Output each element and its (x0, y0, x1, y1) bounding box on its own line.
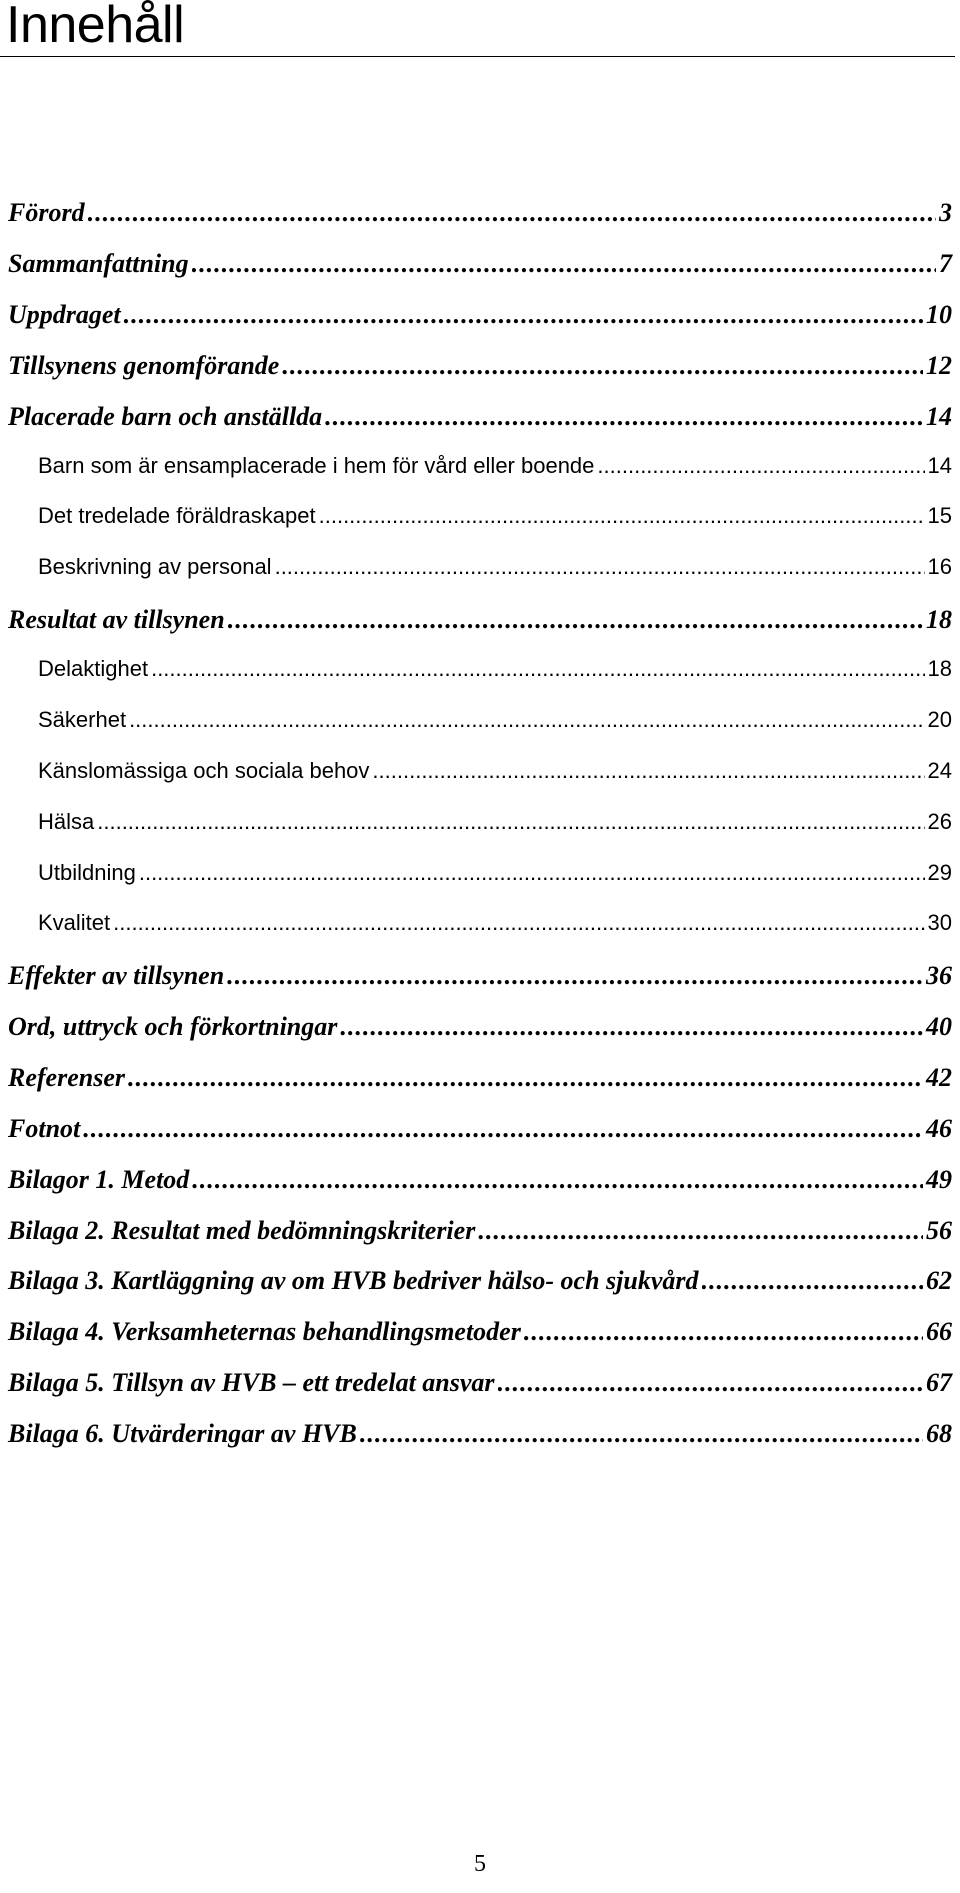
toc-entry-title: Placerade barn och anställda (8, 402, 323, 431)
toc-entry-referenser[interactable] (8, 1063, 952, 1097)
dot-leader (151, 656, 924, 682)
dot-leader (88, 198, 936, 228)
toc-entry-page: 10 (926, 300, 952, 329)
dot-leader (139, 860, 925, 886)
toc-entry-title: Säkerhet (38, 707, 127, 732)
toc-entry-title: Uppdraget (8, 300, 121, 329)
toc-entry-title: Bilagor 1. Metod (8, 1165, 190, 1194)
dot-leader (597, 453, 924, 479)
toc-subentry-kanslomassiga[interactable] (38, 758, 952, 792)
toc-entry-page: 18 (927, 656, 952, 681)
dot-leader (498, 1368, 923, 1398)
dot-leader (372, 758, 924, 784)
dot-leader (524, 1317, 923, 1347)
dot-leader (113, 910, 924, 936)
dot-leader (702, 1266, 923, 1296)
toc-subentry-foraldraskapet[interactable] (38, 503, 952, 537)
toc-entry-title: Bilaga 5. Tillsyn av HVB – ett tredelat ansvar (8, 1368, 495, 1397)
page-number: 5 (474, 1851, 486, 1877)
toc-entry-ord-uttryck[interactable] (8, 1012, 952, 1046)
toc-entry-page: 26 (927, 809, 952, 834)
toc-entry-bilaga-1[interactable] (8, 1165, 952, 1199)
dot-leader (360, 1419, 923, 1449)
toc-entry-title: Det tredelade föräldraskapet (38, 503, 316, 528)
toc-entry-title: Bilaga 6. Utvärderingar av HVB (8, 1419, 357, 1448)
toc-entry-page: 12 (926, 351, 952, 380)
toc-entry-title: Barn som är ensamplacerade i hem för vård eller boende (38, 453, 595, 478)
toc-heading: Innehåll (6, 0, 185, 54)
toc-entry-page: 36 (926, 961, 952, 990)
toc-entry-page: 30 (927, 910, 952, 935)
toc-entry-resultat[interactable] (8, 605, 952, 639)
toc-entry-title: Sammanfattning (8, 249, 189, 278)
toc-entry-page: 49 (926, 1165, 952, 1194)
toc-entry-title: Känslomässiga och sociala behov (38, 758, 370, 783)
toc-entry-title: Delaktighet (38, 656, 149, 681)
toc-subentry-kvalitet[interactable] (38, 910, 952, 944)
toc-entry-title: Ord, uttryck och förkortningar (8, 1012, 338, 1041)
dot-leader (275, 554, 925, 580)
dot-leader (97, 809, 924, 835)
dot-leader (128, 1063, 923, 1093)
toc-entry-title: Bilaga 3. Kartläggning av om HVB bedriver hälso- och sjukvård (8, 1266, 699, 1295)
toc-entry-page: 62 (926, 1266, 952, 1295)
toc-entry-title: Bilaga 2. Resultat med bedömningskriterier (8, 1216, 476, 1245)
toc-entry-page: 14 (927, 453, 952, 478)
dot-leader (478, 1216, 923, 1246)
dot-leader (340, 1012, 923, 1042)
dot-leader (192, 249, 936, 279)
toc-entry-forord[interactable] (8, 198, 952, 232)
toc-entry-title: Bilaga 4. Verksamheternas behandlingsmetoder (8, 1317, 521, 1346)
toc-entry-page: 15 (927, 503, 952, 528)
toc-subentry-halsa[interactable] (38, 809, 952, 843)
toc-entry-page: 7 (939, 249, 952, 278)
toc-entry-sammanfattning[interactable] (8, 249, 952, 283)
toc-subentry-personal[interactable] (38, 554, 952, 588)
toc-entry-bilaga-3[interactable] (8, 1266, 952, 1300)
toc-entry-title: Beskrivning av personal (38, 554, 272, 579)
dot-leader (228, 605, 923, 635)
toc-entry-effekter[interactable] (8, 961, 952, 995)
toc-entry-page: 16 (927, 554, 952, 579)
toc-entry-page: 68 (926, 1419, 952, 1448)
toc-subentry-sakerhet[interactable] (38, 707, 952, 741)
toc-entry-page: 56 (926, 1216, 952, 1245)
toc-entry-page: 46 (926, 1114, 952, 1143)
toc-subentry-delaktighet[interactable] (38, 656, 952, 690)
toc-entry-uppdraget[interactable] (8, 300, 952, 334)
toc-entry-page: 18 (926, 605, 952, 634)
toc-entry-title: Kvalitet (38, 910, 111, 935)
dot-leader (129, 707, 924, 733)
toc-entry-title: Utbildning (38, 860, 136, 885)
toc-entry-page: 67 (926, 1368, 952, 1397)
toc-entry-bilaga-2[interactable] (8, 1216, 952, 1250)
dot-leader (282, 351, 923, 381)
toc-entry-bilaga-6[interactable] (8, 1419, 952, 1453)
toc-entry-page: 24 (927, 758, 952, 783)
toc-entry-bilaga-5[interactable] (8, 1368, 952, 1402)
toc-entry-title: Hälsa (38, 809, 95, 834)
dot-leader (319, 503, 925, 529)
toc-entry-page: 42 (926, 1063, 952, 1092)
toc-entry-title: Referenser (8, 1063, 125, 1092)
dot-leader (325, 402, 923, 432)
dot-leader (83, 1114, 923, 1144)
toc-entry-title: Effekter av tillsynen (8, 961, 225, 990)
toc-entry-title: Tillsynens genomförande (8, 351, 280, 380)
toc-entry-page: 66 (926, 1317, 952, 1346)
toc-entry-placerade-barn[interactable] (8, 402, 952, 436)
toc-entry-page: 3 (939, 198, 952, 227)
toc-entry-page: 14 (926, 402, 952, 431)
toc-subentry-utbildning[interactable] (38, 860, 952, 894)
toc-entry-page: 20 (927, 707, 952, 732)
toc-entry-tillsynens-genomforande[interactable] (8, 351, 952, 385)
toc-entry-page: 29 (927, 860, 952, 885)
dot-leader (227, 961, 923, 991)
toc-entry-fotnot[interactable] (8, 1114, 952, 1148)
toc-entry-page: 40 (926, 1012, 952, 1041)
dot-leader (192, 1165, 923, 1195)
toc-entry-bilaga-4[interactable] (8, 1317, 952, 1351)
toc-subentry-ensamplacerade[interactable] (38, 453, 952, 487)
dot-leader (124, 300, 923, 330)
toc-entry-title: Fotnot (8, 1114, 81, 1143)
toc-entry-title: Resultat av tillsynen (8, 605, 225, 634)
toc-entry-title: Förord (8, 198, 85, 227)
